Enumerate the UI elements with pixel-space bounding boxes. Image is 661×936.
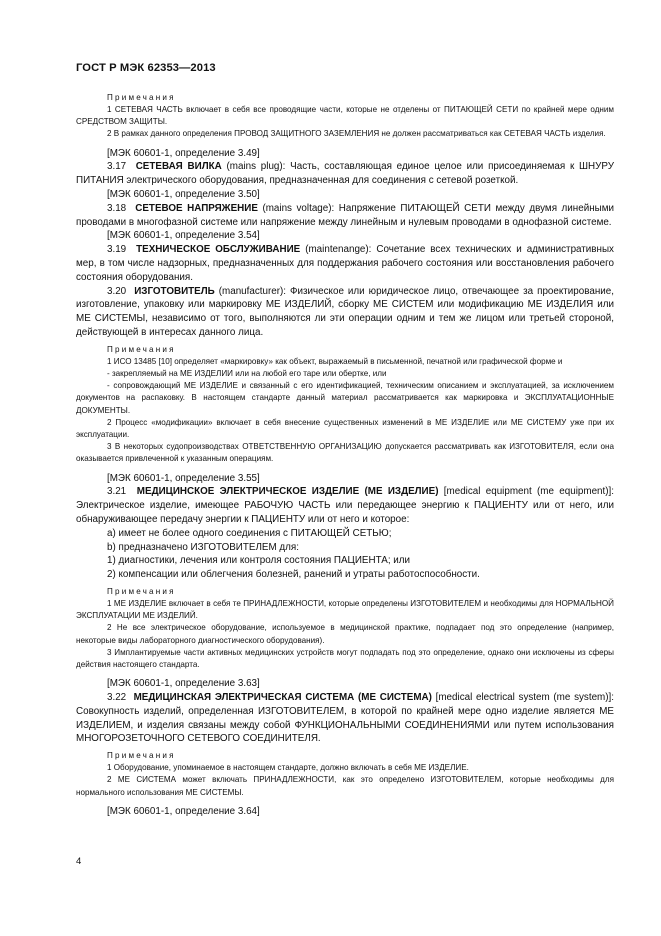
definition-number: 3.21 xyxy=(107,486,127,498)
list-item: a) имеет не более одного соединения с ПИТАЮЩЕЙ СЕТЬЮ; xyxy=(107,527,392,539)
notes-heading: Примечания xyxy=(107,751,176,761)
list-item: 1) диагностики, лечения или контроля состояния ПАЦИЕНТА; или xyxy=(107,555,411,567)
definition-number: 3.17 xyxy=(107,161,127,173)
page-header-title: ГОСТ Р МЭК 62353—2013 xyxy=(76,62,216,74)
definition-3-21 xyxy=(76,485,614,526)
reference-line: [МЭК 60601-1, определение 3.50] xyxy=(107,189,260,200)
definition-text: (maintenange): Сочетание всех технических и административных мер, в том числе надзорных, предназначенных для поддержания рабочего состояния или восстановления рабочего состояния оборудования. xyxy=(76,244,614,283)
note-paragraph: 3 В некоторых судопроизводствах ОТВЕТСТВЕННУЮ ОРГАНИЗАЦИЮ допускается рассматривать как ИЗГОТОВИТЕЛЯ, если она оказывается привлеченной к указанным операциям. xyxy=(76,442,614,464)
reference-line: [МЭК 60601-1, определение 3.54] xyxy=(107,230,260,242)
reference-line: [МЭК 60601-1, определение 3.55] xyxy=(107,472,260,484)
definition-3-18 xyxy=(76,202,614,230)
definition-number: 3.19 xyxy=(107,244,127,256)
definition-text: (mains voltage): Напряжение ПИТАЮЩЕЙ СЕТИ между двумя линейными проводами в многофазной системе или напряжение между линейным и нулевым проводами в однофазной системе. xyxy=(76,202,614,228)
definition-number: 3.20 xyxy=(107,285,127,297)
definition-number: 3.22 xyxy=(107,691,127,703)
note-paragraph: 1 ИСО 13485 [10] определяет «маркировку» как объект, выражаемый в письменной, печатной или графической форме и xyxy=(107,356,563,366)
list-item: 2) компенсации или облегчения болезней, ранений и утраты работоспособности. xyxy=(107,569,480,581)
note-paragraph: 1 Оборудование, упоминаемое в настоящем стандарте, должно включать в себя МЕ ИЗДЕЛИЕ. xyxy=(107,763,469,773)
definition-term: МЕДИЦИНСКАЯ ЭЛЕКТРИЧЕСКАЯ СИСТЕМА (МЕ СИСТЕМА) xyxy=(133,691,432,703)
reference-line: [МЭК 60601-1, определение 3.64] xyxy=(107,805,260,817)
notes-heading: Примечания xyxy=(107,586,176,596)
note-paragraph: 1 МЕ ИЗДЕЛИЕ включает в себя те ПРИНАДЛЕЖНОСТИ, которые определены ИЗГОТОВИТЕЛЕМ и необходимы для НОРМАЛЬНОЙ ЭКСПЛУАТАЦИИ МЕ ИЗДЕЛИЙ. xyxy=(76,598,614,621)
note-paragraph: 3 Имплантируемые части активных медицинских устройств могут подпадать под это определение, однако они исключены из сферы действия настоящего стандарта. xyxy=(76,647,614,669)
definition-text: (manufacturer): Физическое или юридическое лицо, отвечающее за проектирование, изготовление, упаковку или маркировку МЕ ИЗДЕЛИЙ, сборку МЕ СИСТЕМ или модификацию МЕ ИЗДЕЛИЯ или МЕ СИСТЕМЫ, независимо от того, выполняются ли эти операции одним и тем же лицом или третьей стороной, действующей в интересах данного лица. xyxy=(76,285,614,338)
list-item: b) предназначено ИЗГОТОВИТЕЛЕМ для: xyxy=(107,541,299,553)
definition-term: СЕТЕВОЕ НАПРЯЖЕНИЕ xyxy=(135,202,258,214)
definition-3-20 xyxy=(76,285,614,340)
note-paragraph: 1 СЕТЕВАЯ ЧАСТЬ включает в себя все проводящие части, которые не отделены от ПИТАЮЩЕЙ СЕТИ по крайней мере одним СРЕДСТВОМ ЗАЩИТЫ. xyxy=(76,105,614,127)
definition-3-17 xyxy=(76,160,614,188)
definition-3-19 xyxy=(76,243,614,284)
note-paragraph: 2 МЕ СИСТЕМА может включать ПРИНАДЛЕЖНОСТИ, как это определено ИЗГОТОВИТЕЛЕМ, которые необходимы для нормального использования МЕ СИСТЕМЫ. xyxy=(76,775,614,797)
note-paragraph: - сопровождающий МЕ ИЗДЕЛИЕ и связанный с его идентификацией, техническим описанием и эксплуатацией, за исключением документов на распаковку. В настоящем стандарте данный материал рассматривается как маркировка и ЭКСПЛУАТАЦИОННЫЕ ДОКУМЕНТЫ. xyxy=(76,381,614,415)
page-body xyxy=(76,92,614,819)
definition-3-22 xyxy=(76,691,614,746)
definition-text: (mains plug): Часть, составляющая единое целое или присоединяемая к ШНУРУ ПИТАНИЯ электрического оборудования, предназначенная для соединения с сетевой розеткой. xyxy=(76,161,615,187)
note-paragraph: 2 Процесс «модификации» включает в себя внесение существенных изменений в МЕ ИЗДЕЛИЕ или МЕ СИСТЕМУ уже при их эксплуатации. xyxy=(76,417,614,439)
definition-text: [medical electrical system (me system)]: Совокупность изделий, определенная ИЗГОТОВИТЕЛЕМ, в которой по крайней мере одно изделие является МЕ ИЗДЕЛИЕМ, и изделия связаны между собой ФУНКЦИОНАЛЬНЫМИ СОЕДИНЕНИЯМИ или путем использования МНОГОРОЗЕТОЧНОГО СЕТЕВОГО СОЕДИНИТЕЛЯ. xyxy=(76,691,614,745)
definition-number: 3.18 xyxy=(107,202,127,214)
reference-line: [МЭК 60601-1, определение 3.49] xyxy=(107,147,260,159)
note-paragraph: 2 Не все электрическое оборудование, используемое в медицинской практике, подпадает под это определение (например, некоторые виды лабораторного диагностического оборудования). xyxy=(76,623,614,645)
notes-heading: Примечания xyxy=(107,93,176,102)
page-number: 4 xyxy=(76,856,82,867)
definition-term: ИЗГОТОВИТЕЛЬ xyxy=(134,285,215,297)
notes-heading: Примечания xyxy=(107,344,176,354)
definition-text: [medical equipment (me equipment)]: Электрическое изделие, имеющее РАБОЧУЮ ЧАСТЬ или передающее энергию к ПАЦИЕНТУ или от него, или обнаруживающее передачу энергии к ПАЦИЕНТУ или от него и которое: xyxy=(76,486,614,525)
reference-line: [МЭК 60601-1, определение 3.63] xyxy=(107,678,260,690)
definition-term: СЕТЕВАЯ ВИЛКА xyxy=(135,161,222,173)
note-paragraph: 2 В рамках данного определения ПРОВОД ЗАЩИТНОГО ЗАЗЕМЛЕНИЯ не должен рассматриваться как СЕТЕВАЯ ЧАСТЬ изделия. xyxy=(107,129,606,139)
definition-term: ТЕХНИЧЕСКОЕ ОБСЛУЖИВАНИЕ xyxy=(136,244,301,256)
definition-term: МЕДИЦИНСКОЕ ЭЛЕКТРИЧЕСКОЕ ИЗДЕЛИЕ (МЕ ИЗДЕЛИЕ) xyxy=(136,486,439,498)
note-paragraph: - закрепляемый на МЕ ИЗДЕЛИИ или на любой его таре или обертке, или xyxy=(107,368,387,378)
